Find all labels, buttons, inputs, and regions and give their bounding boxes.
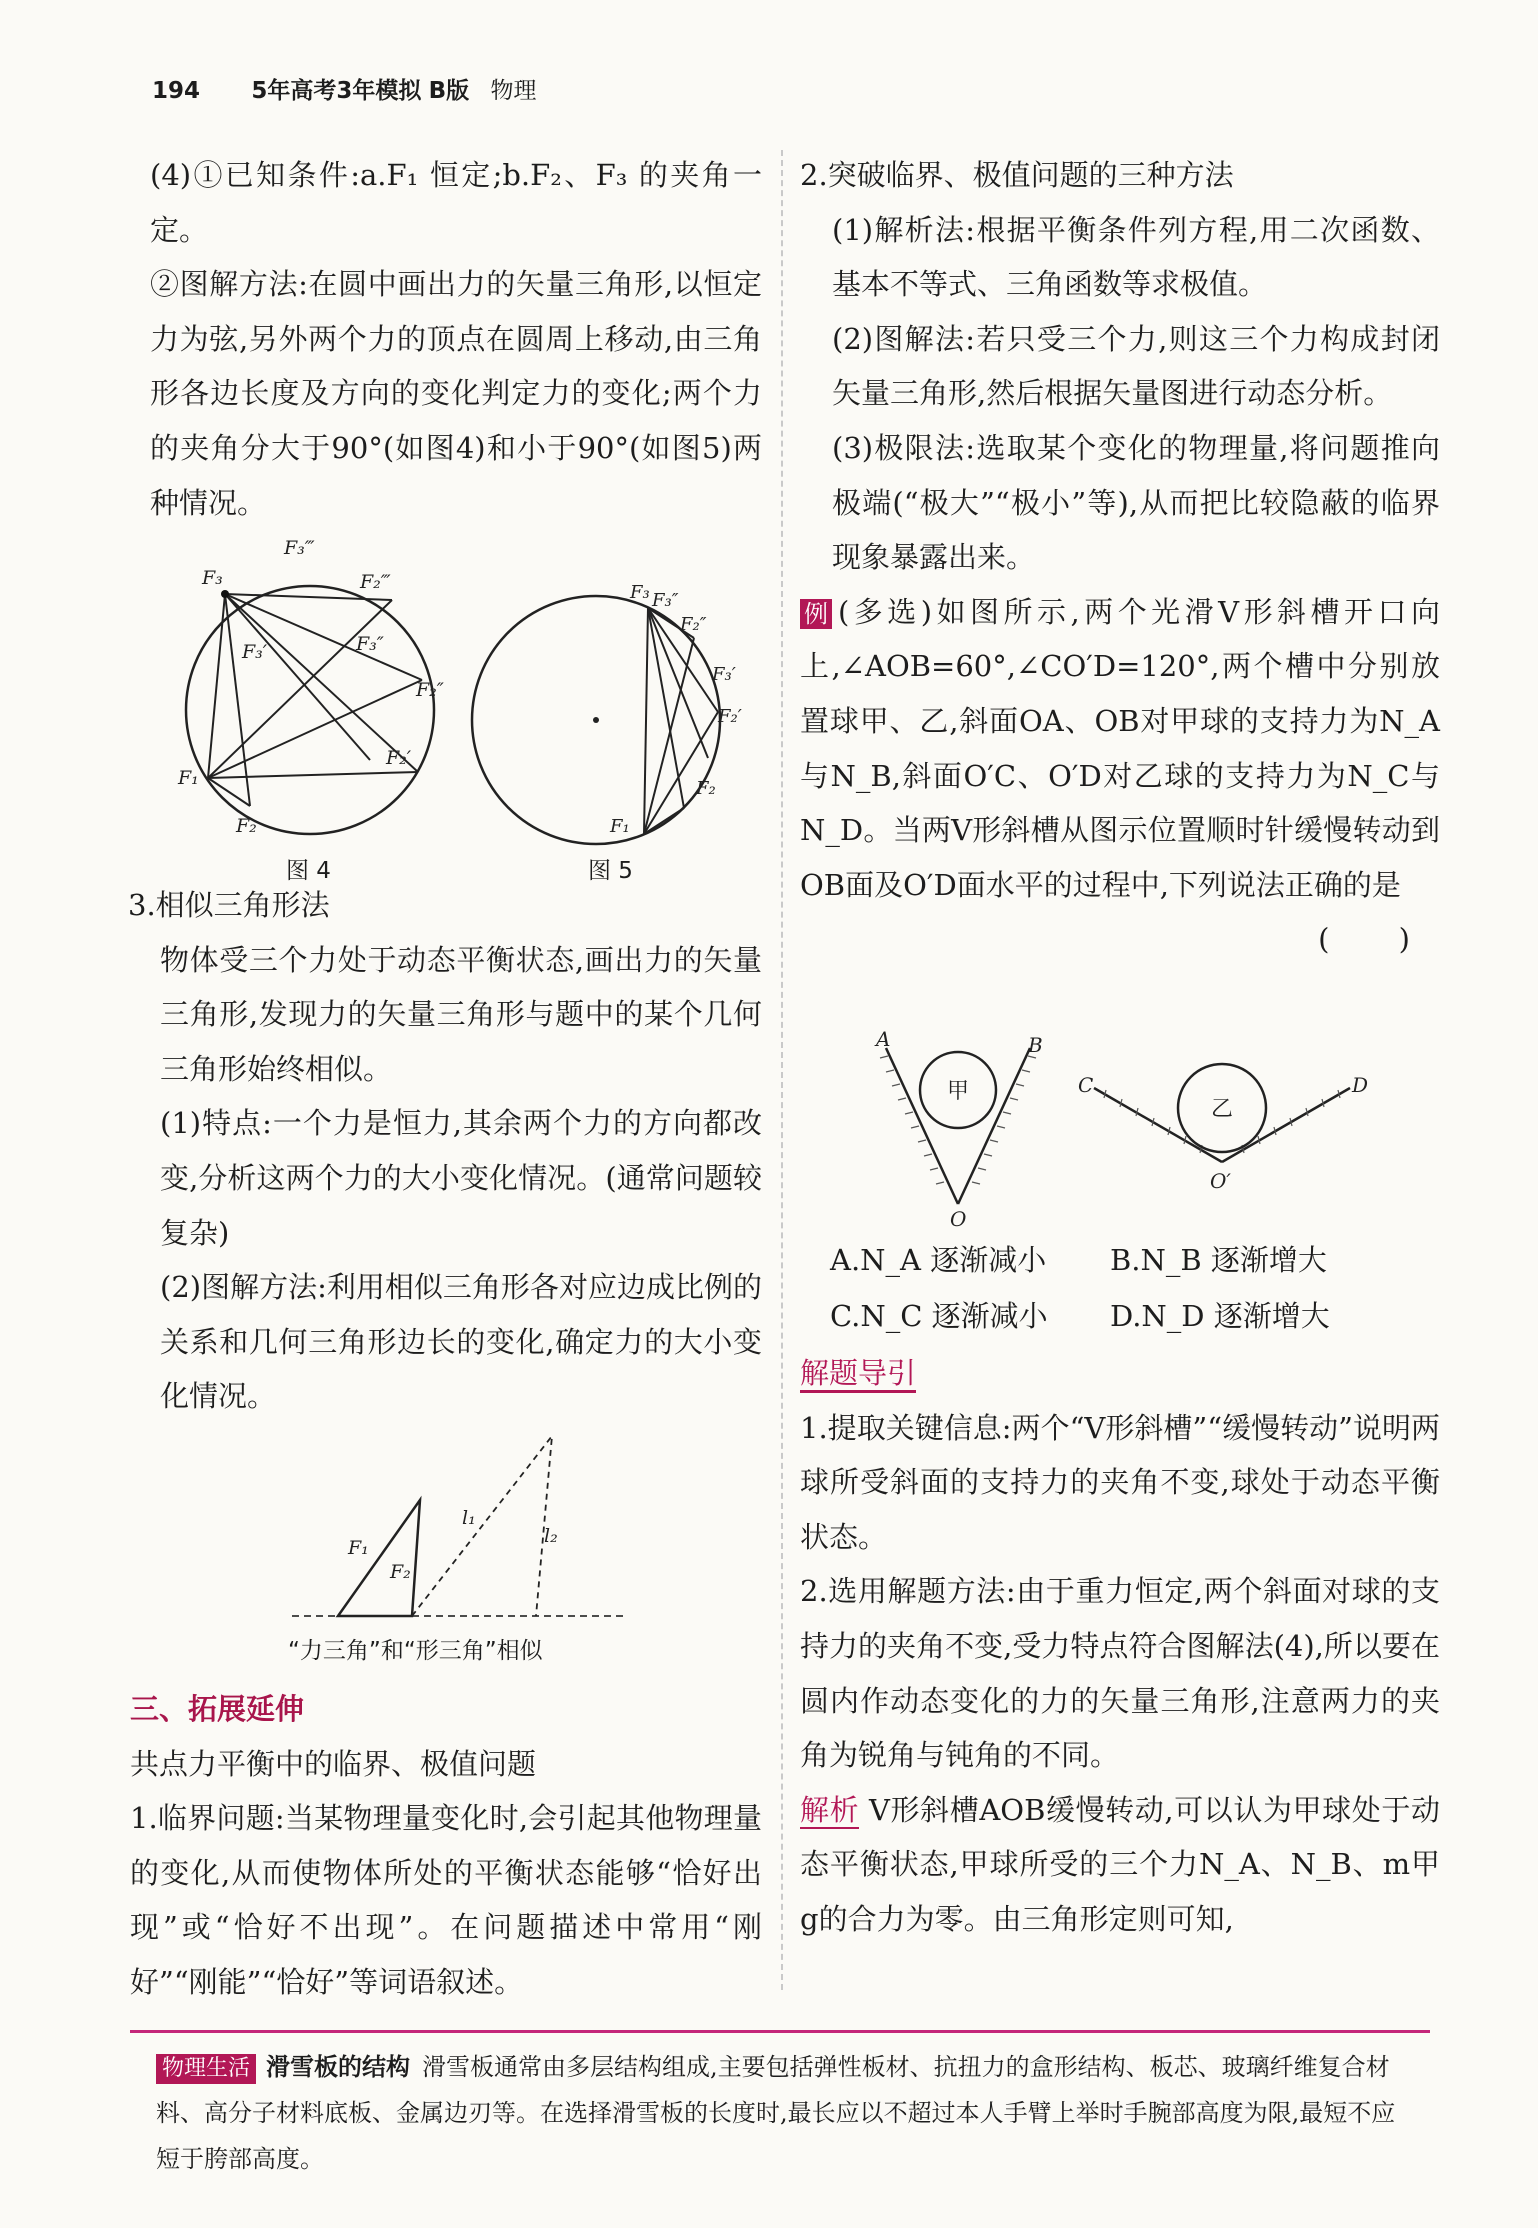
footer-tag: 物理生活 (156, 2054, 256, 2084)
guide-label: 解题导引 (800, 1356, 916, 1393)
methods-title: 2.突破临界、极值问题的三种方法 (800, 158, 1234, 192)
method-analytic: (1)解析法:根据平衡条件列方程,用二次函数、基本不等式、三角函数等求极值。 (832, 212, 1440, 302)
v-label-d: D (1352, 1073, 1369, 1097)
fig4-label-f2ppp: F₂‴ (360, 571, 391, 593)
figure-similar-triangles (290, 1430, 630, 1630)
fig5-label-f1: F₁ (610, 816, 630, 837)
method-graphic: (2)图解法:若只受三个力,则这三个力构成封闭矢量三角形,然后根据矢量图进行动态分析。 (832, 321, 1440, 411)
fig5-label-f3p: F₃′ (712, 664, 736, 685)
right-column-bottom (800, 1346, 1440, 1947)
fig5-caption: 图 5 (588, 858, 633, 884)
subject: 物理 (490, 78, 537, 104)
fig5-label-f3: F₃ (630, 582, 650, 603)
example-text: (多选)如图所示,两个光滑V形斜槽开口向上,∠AOB=60°,∠CO′D=120°,两个槽中分别放置球甲、乙,斜面OA、OB对甲球的支持力为N_A与N_B,斜面O′C、O′D对乙球的支持力为N_C与N_D。当两V形斜槽从图示位置顺时针缓慢转动到OB面及O′D面水平的过程中,下列说法正确的是 (800, 594, 1440, 902)
fig5-label-f2pp: F₂″ (680, 614, 707, 635)
fig4-label-f2pp: F₂″ (416, 679, 444, 701)
guide-heading (800, 1346, 1440, 1401)
right-column-top (800, 148, 1440, 967)
fig6-label-l1: l₁ (462, 1507, 476, 1529)
fig4-label-f1: F₁ (178, 767, 199, 789)
page-number: 194 (152, 78, 201, 104)
topic-title: 共点力平衡中的临界、极值问题 (130, 1746, 537, 1781)
footer-title: 滑雪板的结构 (266, 2053, 411, 2081)
analysis-paragraph (800, 1783, 1440, 1947)
v-label-b: B (1028, 1033, 1043, 1057)
similar-triangle-method: (2)图解方法:利用相似三角形各对应边成比例的关系和几何三角形边长的变化,确定力的大小变化情况。 (160, 1270, 762, 1414)
v-label-c: C (1078, 1073, 1094, 1097)
fig6-label-f1: F₁ (348, 1537, 369, 1559)
paragraph-graphic-method: ②图解方法:在圆中画出力的矢量三角形,以恒定力为弦,另外两个力的顶点在圆周上移动,由三角形各边长度及方向的变化判定力的变化;两个力的夹角分大于90°(如图4)和小于90°(如图5)两种情况。 (150, 267, 762, 520)
v-label-op: O′ (1210, 1169, 1231, 1193)
section-3-title: 三、拓展延伸 (130, 1692, 305, 1726)
fig6-label-l2: l₂ (544, 1525, 558, 1547)
left-column-bottom (130, 1682, 762, 2010)
paragraph-known-conditions: (4)①已知条件:a.F₁ 恒定;b.F₂、F₃ 的夹角一定。 (150, 158, 762, 247)
similar-triangle-feature: (1)特点:一个力是恒力,其余两个力的方向都改变,分析这两个力的大小变化情况。(通常问题较复杂) (160, 1106, 762, 1250)
fig6-caption: “力三角”和“形三角”相似 (288, 1638, 543, 1664)
page-header (152, 72, 537, 105)
analysis-text: V形斜槽AOB缓慢转动,可以认为甲球处于动态平衡状态,甲球所受的三个力N_A、N_B、m甲g的合力为零。由三角形定则可知, (800, 1792, 1440, 1936)
edition: B版 (428, 78, 470, 104)
answer-options (830, 1232, 1390, 1344)
fig4-label-f2p: F₂′ (386, 747, 412, 769)
option-a[interactable]: A.N_A 逐渐减小 (830, 1243, 1047, 1277)
book-title: 5年高考3年模拟 (251, 78, 422, 104)
fig4-label-f3p: F₃′ (242, 641, 268, 663)
left-column-middle (128, 878, 762, 1424)
footer-rule (130, 2030, 1430, 2033)
left-column-top (150, 148, 762, 530)
method-limit: (3)极限法:选取某个变化的物理量,将问题推向极端(“极大”“极小”等),从而把比较隐蔽的临界现象暴露出来。 (832, 430, 1440, 575)
fig5-label-f2: F₂ (696, 778, 716, 799)
fig4-label-f3: F₃ (202, 567, 223, 589)
v-label-o: O (950, 1207, 967, 1228)
footer-text: 滑雪板通常由多层结构组成,主要包括弹性板材、抗扭力的盒形结构、板芯、玻璃纤维复合材料、高分子材料底板、金属边刃等。在选择滑雪板的长度时,最长应以不超过本人手臂上举时手腕部高度为限,最短不应短于胯部高度。 (156, 2053, 1396, 2173)
fig5-label-f2p: F₂′ (718, 706, 742, 727)
similar-triangle-title: 3.相似三角形法 (128, 888, 330, 922)
option-b[interactable]: B.N_B 逐渐增大 (1110, 1243, 1327, 1277)
option-c[interactable]: C.N_C 逐渐减小 (830, 1299, 1048, 1333)
fig5-label-f3pp: F₃″ (652, 590, 679, 611)
analysis-label: 解析 (800, 1792, 860, 1827)
guide-item-2: 2.选用解题方法:由于重力恒定,两个斜面对球的支持力的夹角不变,受力特点符合图解法(4),所以要在圆内作动态变化的力的矢量三角形,注意两力的夹角为锐角与钝角的不同。 (800, 1574, 1440, 1773)
fig4-label-f3ppp: F₃‴ (284, 537, 315, 559)
fig4-caption: 图 4 (286, 858, 331, 884)
footer-note (156, 2044, 1416, 2182)
critical-problem-item: 1.临界问题:当某物理量变化时,会引起其他物理量的变化,从而使物体所处的平衡状态能够“恰好出现”或“恰好不出现”。在问题描述中常用“刚好”“刚能”“恰好”等词语叙述。 (130, 1801, 762, 1999)
figure-4 (160, 532, 460, 852)
figure-v-grooves (866, 1028, 1386, 1228)
answer-bracket: ( ) (1318, 922, 1440, 957)
fig4-label-f2: F₂ (236, 815, 257, 837)
figure-5 (468, 572, 758, 862)
similar-triangle-body: 物体受三个力处于动态平衡状态,画出力的矢量三角形,发现力的矢量三角形与题中的某个几何三角形始终相似。 (160, 942, 762, 1086)
column-divider (781, 150, 783, 1990)
v-label-yi: 乙 (1211, 1097, 1234, 1122)
fig4-label-f3pp: F₃″ (356, 633, 384, 655)
option-d[interactable]: D.N_D 逐渐增大 (1110, 1299, 1330, 1333)
example-question (800, 585, 1440, 957)
v-label-a: A (876, 1028, 891, 1051)
guide-item-1: 1.提取关键信息:两个“V形斜槽”“缓慢转动”说明两球所受斜面的支持力的夹角不变,球处于动态平衡状态。 (800, 1410, 1440, 1554)
example-badge: 例 (800, 599, 832, 629)
v-label-jia: 甲 (947, 1079, 970, 1104)
fig6-label-f2: F₂ (390, 1561, 411, 1583)
